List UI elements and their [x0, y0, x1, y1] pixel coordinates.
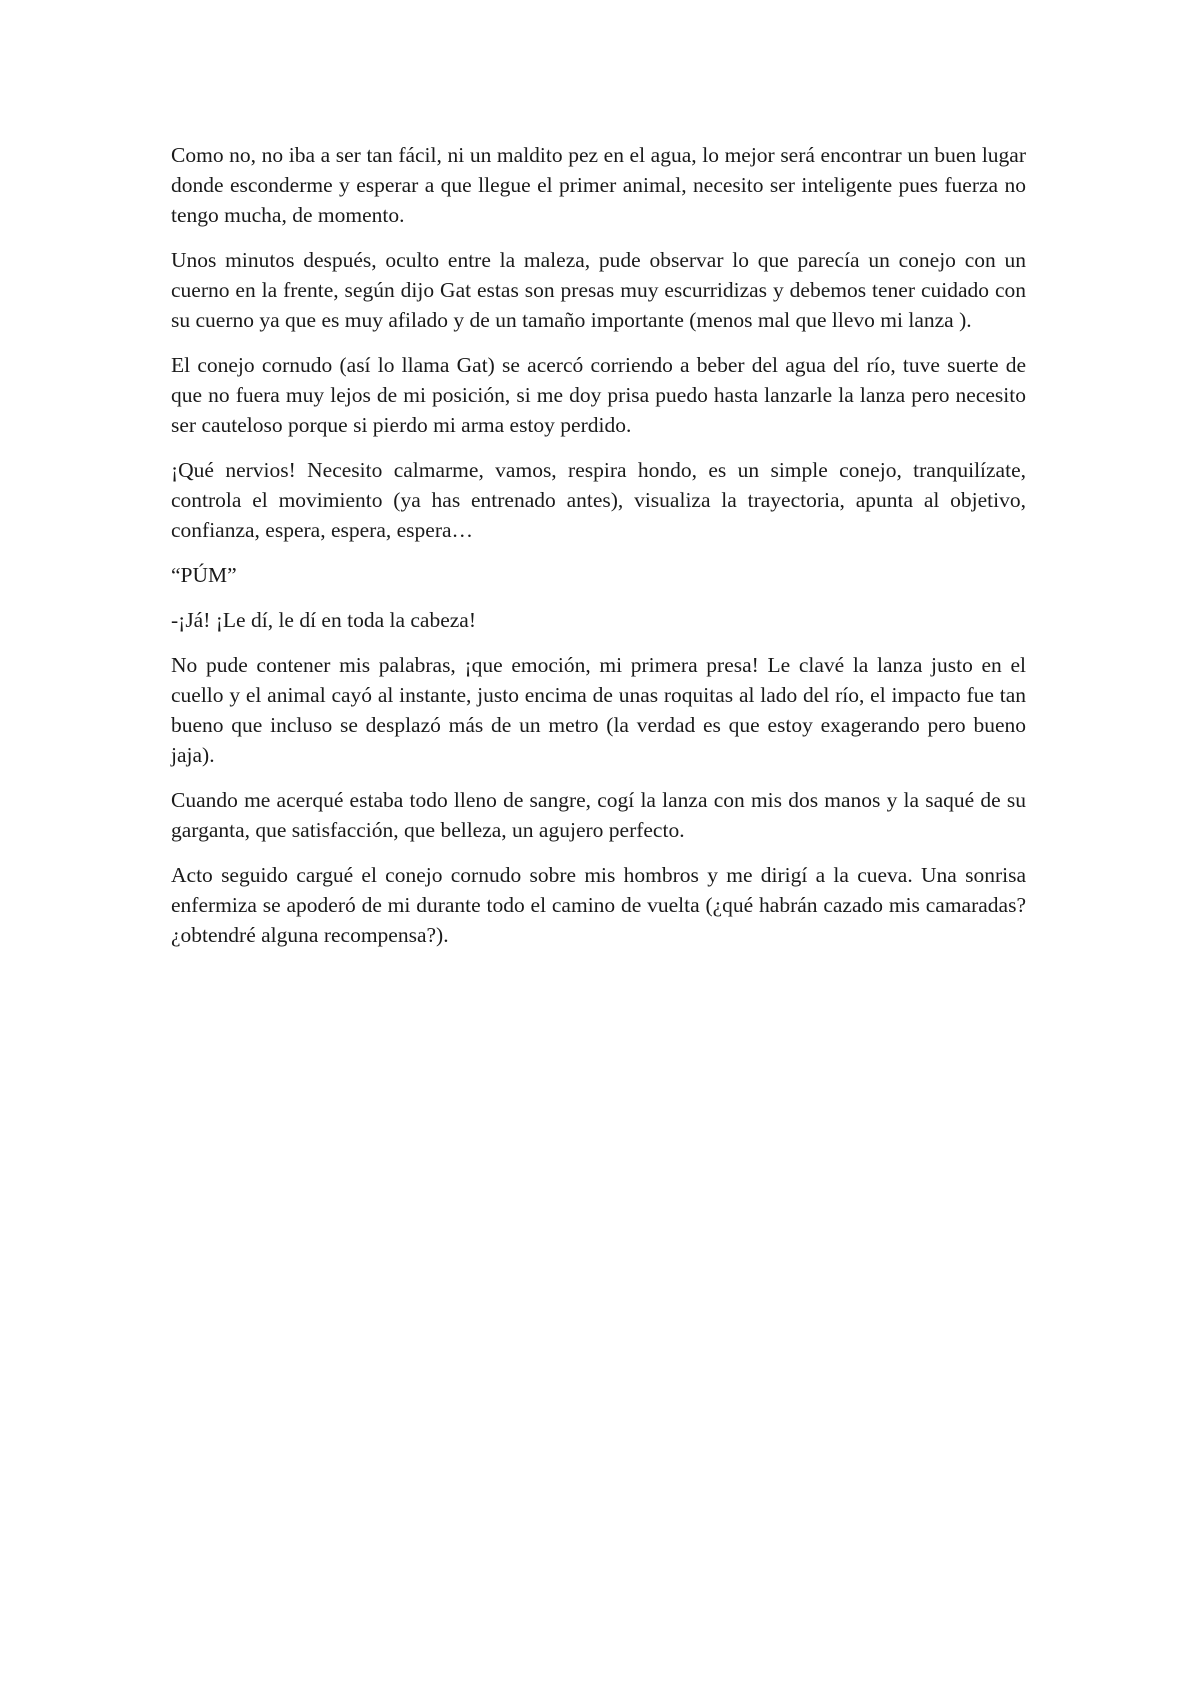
paragraph-1: Como no, no iba a ser tan fácil, ni un maldito pez en el agua, lo mejor será encontrar un buen lugar donde esconderme y esperar a que llegue el primer animal, necesito ser inteligente pues fuerza no tengo mucha, de momento.	[171, 143, 1026, 227]
paragraph-7: No pude contener mis palabras, ¡que emoción, mi primera presa! Le clavé la lanza justo en el cuello y el animal cayó al instante, justo encima de unas roquitas al lado del río, el impacto fue tan bueno que incluso se desplazó más de un metro (la verdad es que estoy exagerando pero bueno jaja).	[171, 653, 1026, 767]
paragraph-2: Unos minutos después, oculto entre la maleza, pude observar lo que parecía un conejo con un cuerno en la frente, según dijo Gat estas son presas muy escurridizas y debemos tener cuidado con su cuerno ya que es muy afilado y de un tamaño importante (menos mal que llevo mi lanza ).	[171, 248, 1026, 332]
paragraph-6: -¡Já! ¡Le dí, le dí en toda la cabeza!	[171, 608, 477, 632]
paragraph-4: ¡Qué nervios! Necesito calmarme, vamos, respira hondo, es un simple conejo, tranquilízate, controla el movimiento (ya has entrenado antes), visualiza la trayectoria, apunta al objetivo, confianza, espera, espera, espera…	[171, 458, 1026, 542]
paragraph-8: Cuando me acerqué estaba todo lleno de sangre, cogí la lanza con mis dos manos y la saqué de su garganta, que satisfacción, que belleza, un agujero perfecto.	[171, 788, 1026, 842]
paragraph-9: Acto seguido cargué el conejo cornudo sobre mis hombros y me dirigí a la cueva. Una sonrisa enfermiza se apoderó de mi durante todo el camino de vuelta (¿qué habrán cazado mis camaradas?¿obtendré alguna recompensa?).	[171, 863, 1026, 947]
paragraph-5: “PÚM”	[171, 563, 237, 587]
paragraph-3: El conejo cornudo (así lo llama Gat) se acercó corriendo a beber del agua del río, tuve suerte de que no fuera muy lejos de mi posición, si me doy prisa puedo hasta lanzarle la lanza pero necesito ser cauteloso porque si pierdo mi arma estoy perdido.	[171, 353, 1026, 437]
document-body	[171, 140, 1026, 965]
